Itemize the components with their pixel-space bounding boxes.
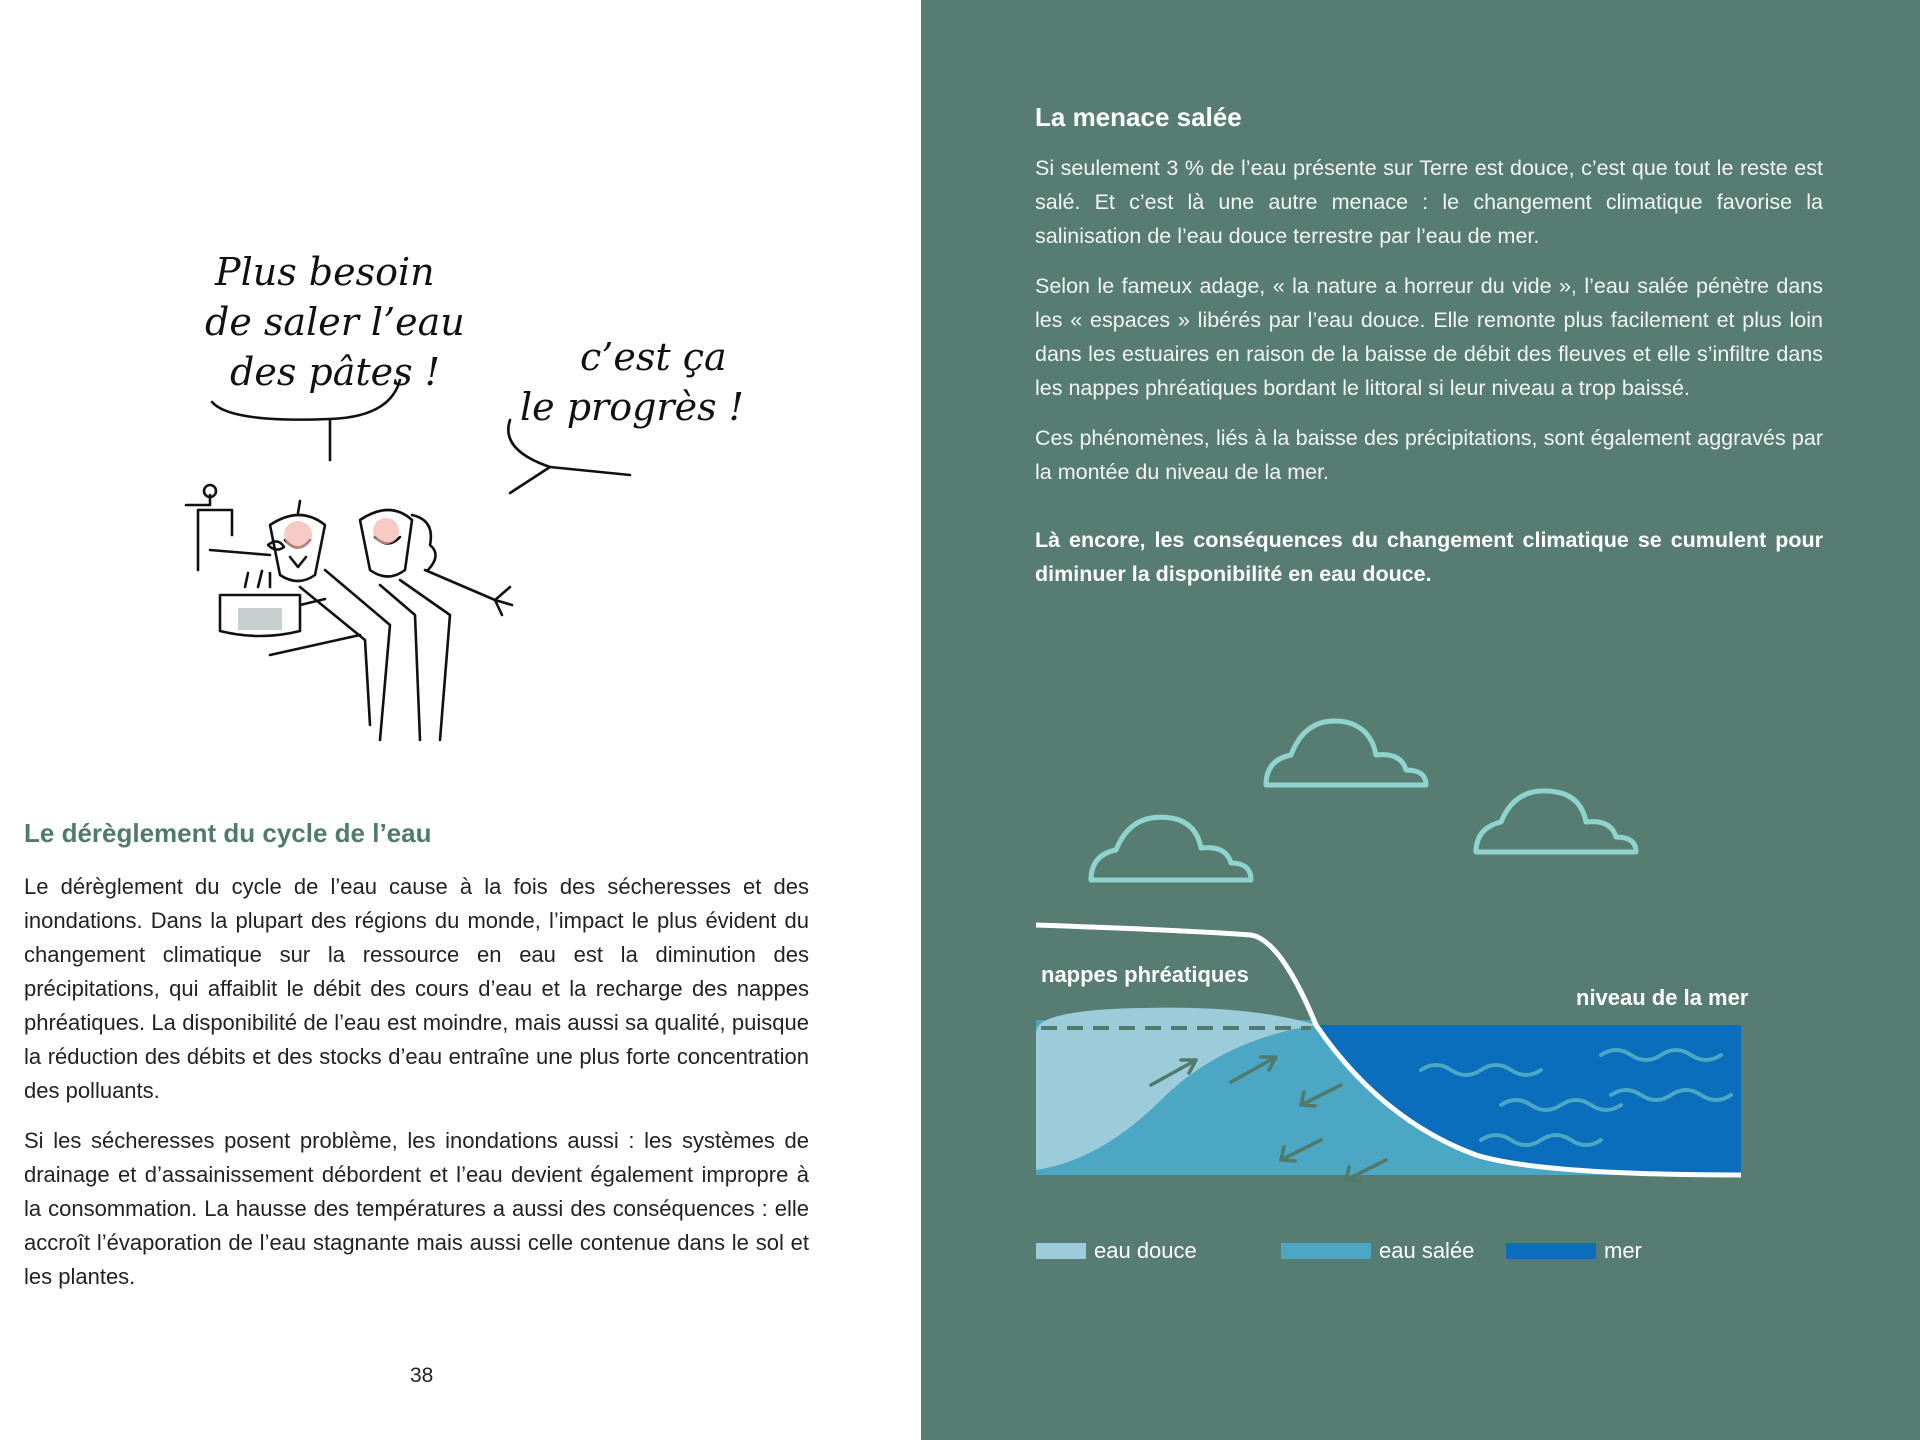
bubble1-line3: des pâtes !	[230, 350, 440, 394]
left-body-text	[24, 870, 809, 1310]
legend-eau-salee: eau salée	[1379, 1238, 1475, 1263]
cloud-icon	[1091, 817, 1251, 880]
legend-swatch-mer	[1506, 1243, 1596, 1259]
bubble2-line1: c’est ça	[580, 335, 727, 379]
section-title-cycle: Le dérèglement du cycle de l’eau	[24, 818, 432, 848]
right-body-text	[1035, 151, 1823, 607]
legend-eau-douce: eau douce	[1094, 1238, 1197, 1263]
legend-swatch-eau-douce	[1036, 1243, 1086, 1259]
label-niveau-mer: niveau de la mer	[1576, 985, 1749, 1010]
paragraph: Le dérèglement du cycle de l’eau cause à la fois des sécheresses et des inondations. Dans la plupart des régions du monde, l’impact le plus évident du changement climatique sur la ressource en eau est la diminution des précipitations, qui affaiblit le débit des cours d’eau et la recharge des nappes phréatiques. La disponibilité de l’eau est moindre, mais aussi sa qualité, puisque la réduction des débits et des stocks d’eau entraîne une plus forte concentration des polluants.	[24, 874, 809, 1103]
label-nappes: nappes phréatiques	[1041, 962, 1249, 987]
section-title-menace: La menace salée	[1035, 102, 1242, 132]
bold-conclusion: Là encore, les conséquences du changement climatique se cumulent pour diminuer la disponibilité en eau douce.	[1035, 528, 1823, 586]
paragraph: Ces phénomènes, liés à la baisse des précipitations, sont également aggravés par la montée du niveau de la mer.	[1035, 426, 1823, 484]
legend-swatch-eau-salee	[1281, 1243, 1371, 1259]
bubble2-line2: le progrès !	[520, 385, 744, 429]
cartoon-illustration	[150, 195, 790, 765]
right-page	[921, 0, 1920, 1440]
svg-text:Plus besoin de saler l’e	[205, 250, 744, 429]
cloud-icon	[1476, 791, 1636, 852]
paragraph: Selon le fameux adage, « la nature a horreur du vide », l’eau salée pénètre dans les « espaces » libérés par l’eau douce. Elle remonte plus facilement et plus loin dans les estuaires en raison de la baisse de débit des fleuves et elle s’infiltre dans les nappes phréatiques bordant le littoral si leur niveau a trop baissé.	[1035, 274, 1823, 400]
legend-mer: mer	[1604, 1238, 1642, 1263]
left-page	[0, 0, 921, 1440]
bubble1-line2: de saler l’eau	[205, 300, 465, 344]
bubble1-line1: Plus besoin	[215, 250, 435, 294]
paragraph: Si seulement 3 % de l’eau présente sur Terre est douce, c’est que tout le reste est salé. Et c’est là une autre menace : le changement climatique favorise la salinisation de l’eau douce terrestre par l’eau de mer.	[1035, 156, 1823, 248]
paragraph: Si les sécheresses posent problème, les inondations aussi : les systèmes de drainage et d’assainissement débordent et l’eau devient également impropre à la consommation. La hausse des températures a aussi des conséquences : elle accroît l’évaporation de l’eau stagnante mais aussi celle contenue dans le sol et les plantes.	[24, 1128, 809, 1289]
page-number: 38	[410, 1364, 434, 1387]
cloud-icon	[1266, 721, 1426, 785]
salinisation-diagram	[1021, 700, 1841, 1300]
